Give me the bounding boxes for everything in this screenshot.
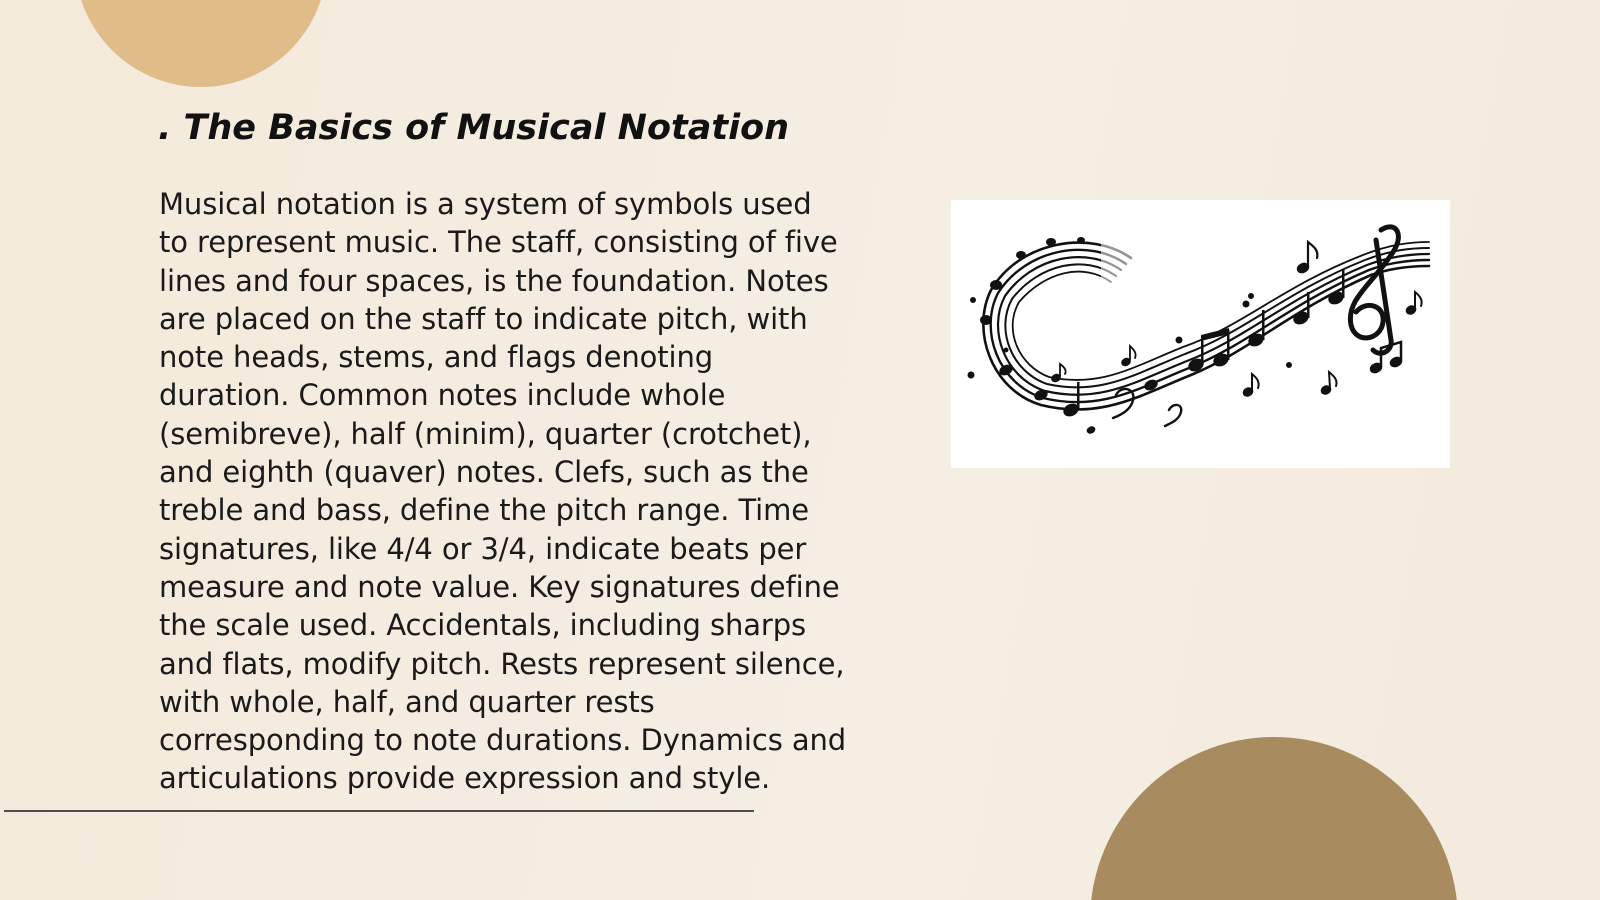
slide-title: . The Basics of Musical Notation	[158, 108, 790, 148]
music-staff-swirl-icon	[951, 200, 1450, 468]
divider-line	[4, 810, 754, 812]
slide-body-text: Musical notation is a system of symbols used to represent music. The staff, consisting of five lines and four spaces, is the foundation. Notes are placed on the staff to indicate pitch, with note heads, stems, and flags denoting duration. Common notes include whole (semibreve), half (minim), quarter (crotchet), and eighth (quaver) notes. Clefs, such as the treble and bass, define the pitch range. Time signatures, like 4/4 or 3/4, indicate beats per measure and note value. Key signatures define the scale used. Accidentals, including sharps and flats, modify pitch. Rests represent silence, with whole, half, and quarter rests corresponding to note durations. Dynamics and articulations provide expression and style.	[159, 187, 847, 796]
music-notes-image	[951, 200, 1450, 468]
decorative-circle-top	[75, 0, 327, 87]
decorative-circle-bottom	[1090, 737, 1458, 900]
